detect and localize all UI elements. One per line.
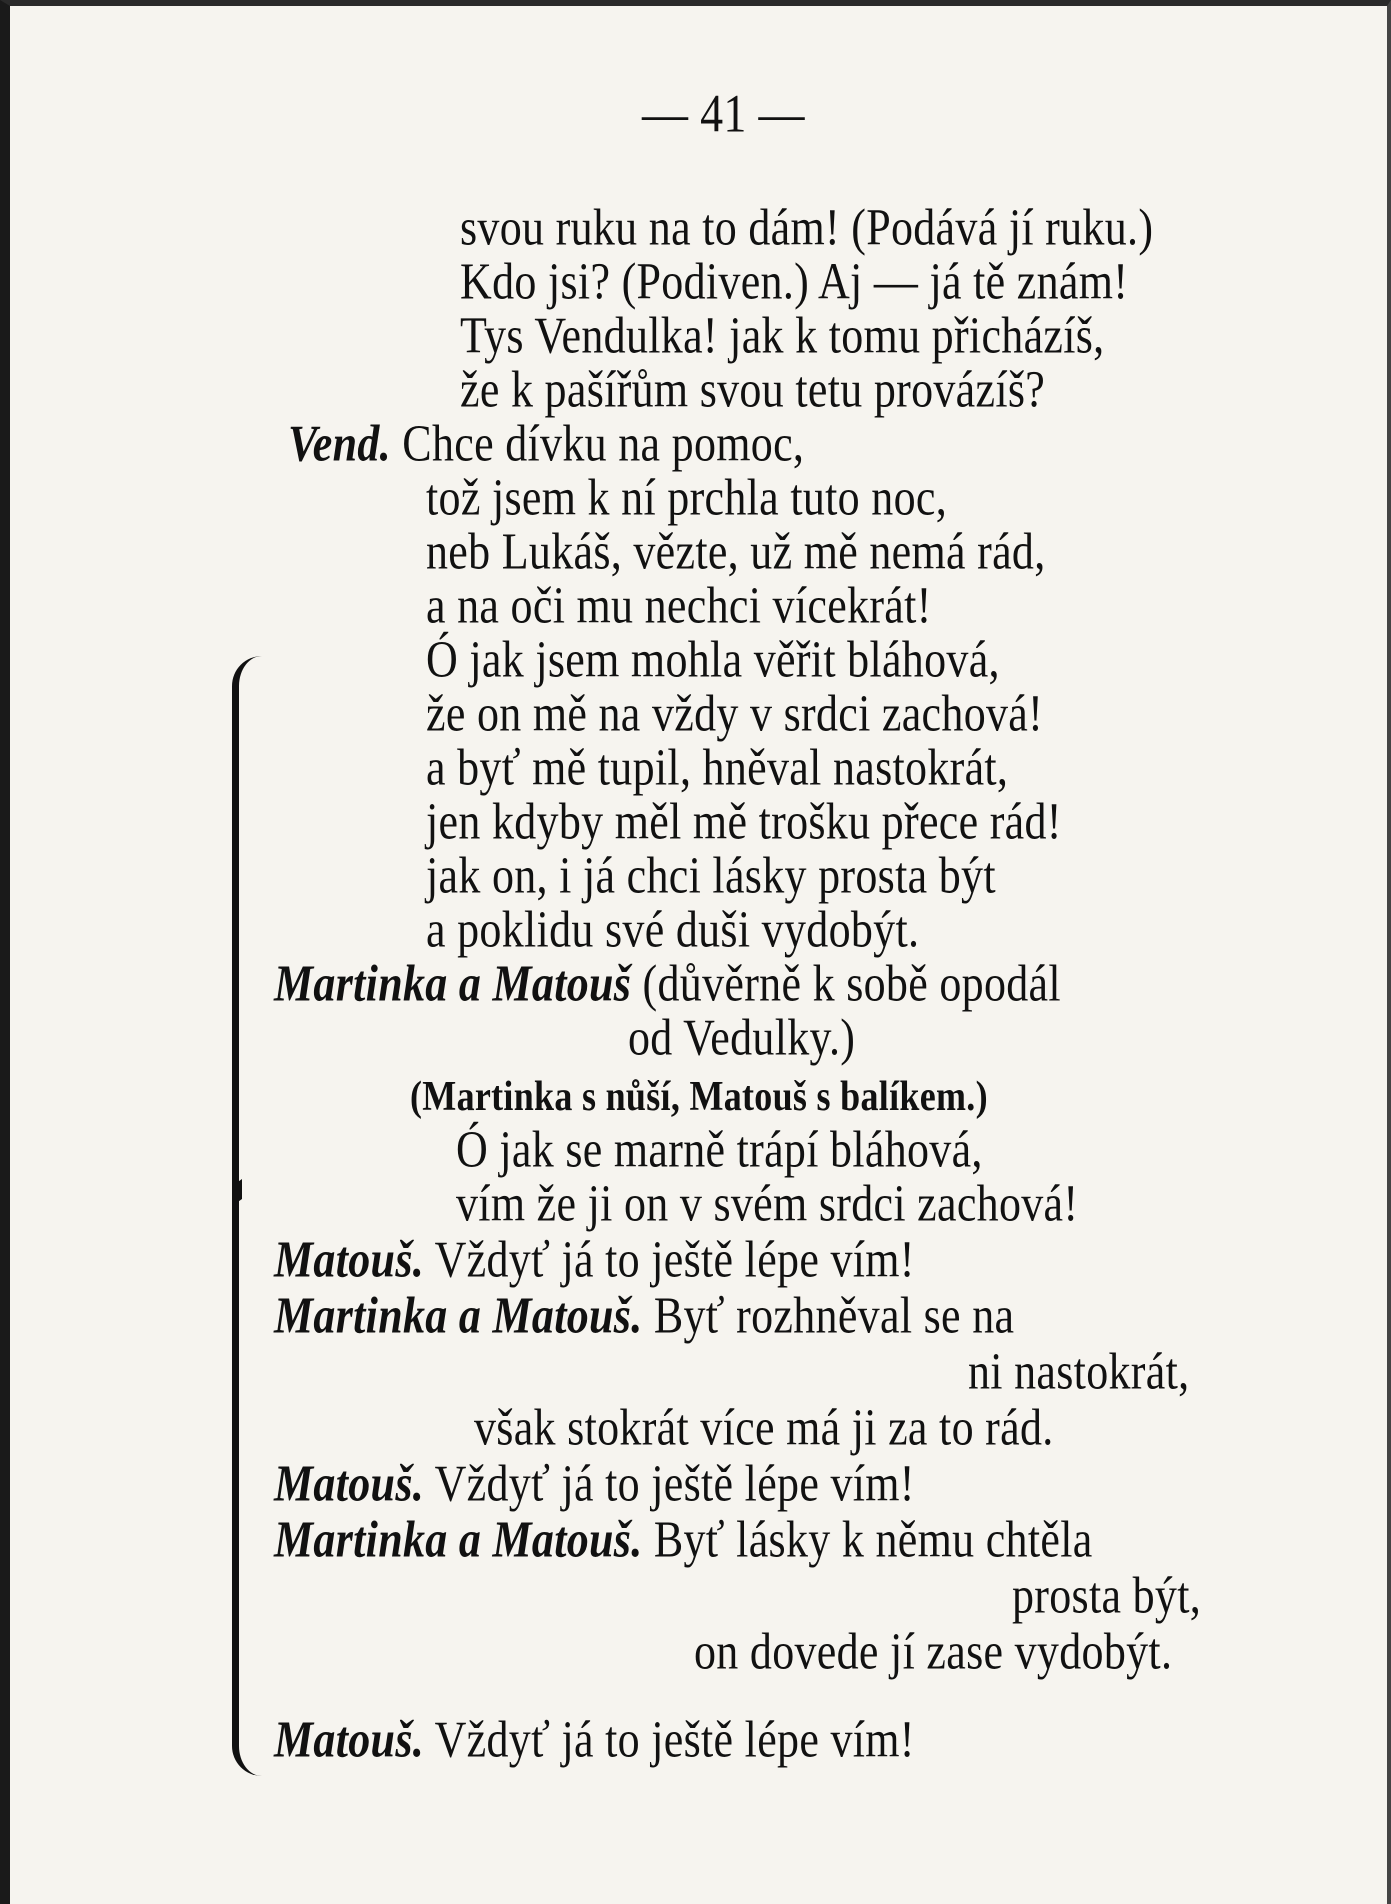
verse-line: Tys Vendulka! jak k tomu přicházíš,	[460, 306, 1105, 365]
verse-line: prosta být,	[1012, 1566, 1202, 1625]
verse-line: ni nastokrát,	[968, 1342, 1190, 1401]
verse-line: vím že ji on v svém srdci zachová!	[456, 1174, 1079, 1233]
verse-line: a byť mě tupil, hněval nastokrát,	[426, 738, 1009, 797]
verse-line: a poklidu své duši vydobýt.	[426, 900, 920, 959]
verse-line: však stokrát více má ji za to rád.	[474, 1398, 1054, 1457]
verse-line: Martinka a Matouš. Byť lásky k němu chtěla	[274, 1510, 1093, 1569]
verse-line: neb Lukáš, vězte, už mě nemá rád,	[426, 522, 1046, 581]
speaker-name: Martinka a Matouš.	[274, 1286, 643, 1345]
speaker-name: Matouš.	[274, 1454, 425, 1513]
verse-line: on dovede jí zase vydobýt.	[694, 1622, 1173, 1681]
verse-line: Matouš. Vždyť já to ještě lépe vím!	[274, 1710, 915, 1769]
speaker-name: Matouš.	[274, 1710, 425, 1769]
verse-line: Martinka a Matouš. Byť rozhněval se na	[274, 1286, 1015, 1345]
page-number: — 41 —	[642, 83, 805, 144]
verse-line: že on mě na vždy v srdci zachová!	[426, 684, 1044, 743]
speaker-name: Vend.	[288, 414, 391, 473]
verse-line: od Vedulky.)	[628, 1008, 856, 1067]
verse-line: Matouš. Vždyť já to ještě lépe vím!	[274, 1230, 915, 1289]
verse-line: tož jsem k ní prchla tuto noc,	[426, 468, 947, 527]
verse-line: Ó jak jsem mohla věřit bláhová,	[426, 630, 1000, 689]
stage-direction: (Martinka s nůší, Matouš s balíkem.)	[410, 1072, 988, 1120]
speaker-name: Martinka a Matouš.	[274, 1510, 643, 1569]
verse-line: svou ruku na to dám! (Podává jí ruku.)	[460, 198, 1154, 257]
verse-line: že k pašířům svou tetu provázíš?	[460, 360, 1046, 419]
speaker-name: Matouš.	[274, 1230, 425, 1289]
verse-line: Martinka a Matouš (důvěrně k sobě opodál	[274, 954, 1061, 1013]
bracket-line	[232, 656, 269, 1776]
verse-line: Kdo jsi? (Podiven.) Aj — já tě znám!	[460, 252, 1129, 311]
verse-line: Ó jak se marně trápí bláhová,	[456, 1120, 983, 1179]
verse-line: a na oči mu nechci vícekrát!	[426, 576, 932, 635]
verse-line: jen kdyby měl mě trošku přece rád!	[426, 792, 1062, 851]
verse-line: Vend. Chce dívku na pomoc,	[288, 414, 805, 473]
verse-line: Matouš. Vždyť já to ještě lépe vím!	[274, 1454, 915, 1513]
speaker-name: Martinka a Matouš	[274, 954, 632, 1013]
verse-line: jak on, i já chci lásky prosta být	[426, 846, 996, 905]
